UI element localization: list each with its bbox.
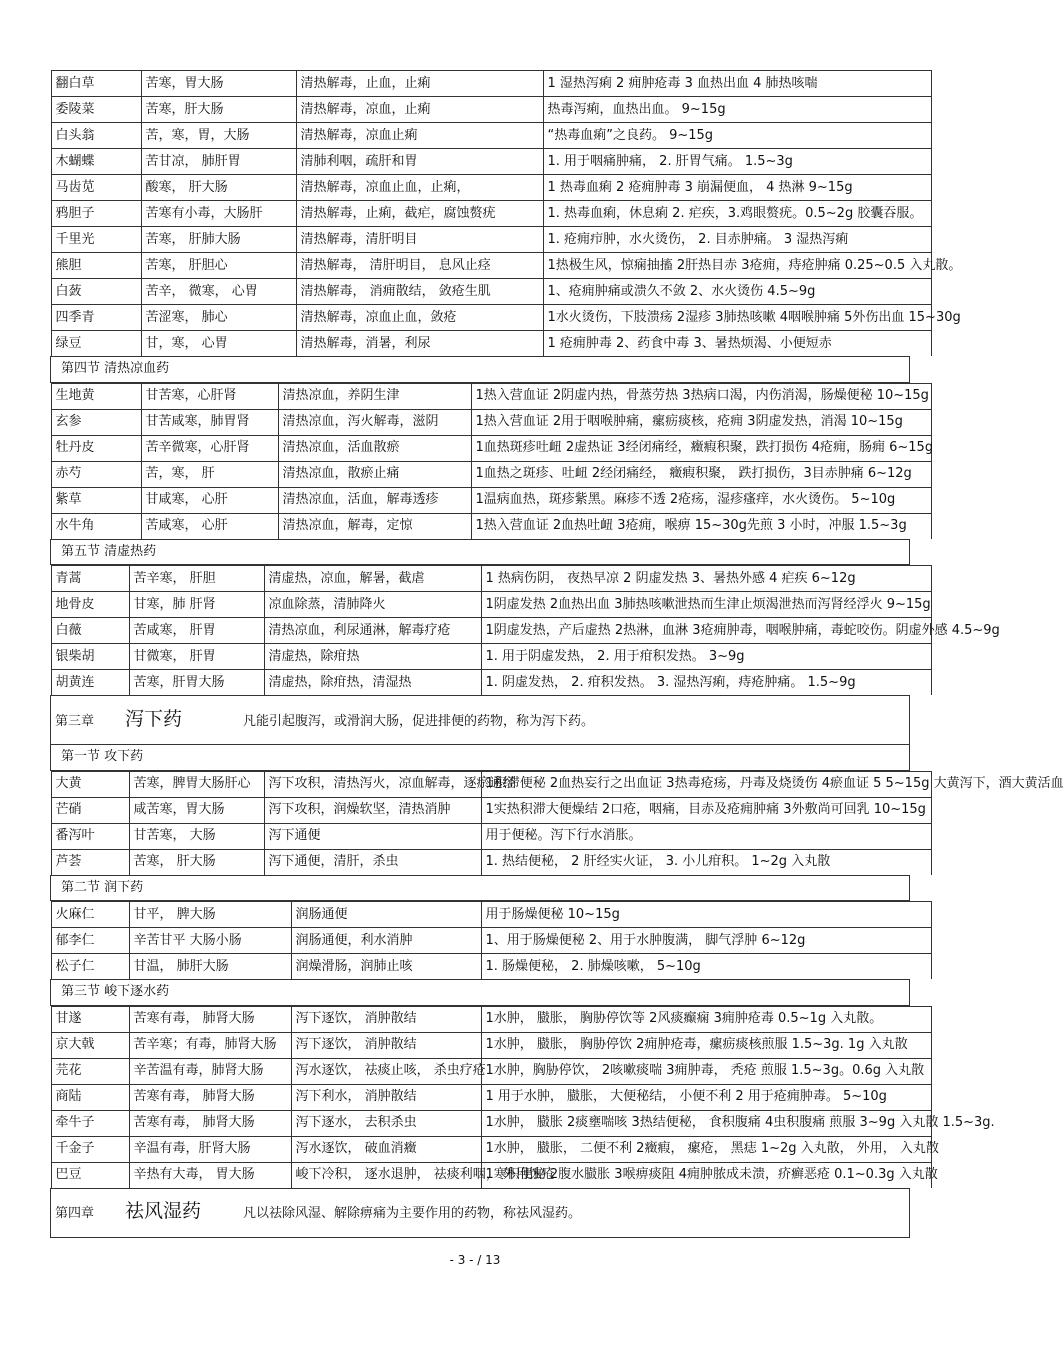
herb-indication: 1. 热毒血痢，休息痢 2. 疟疾，3.鸡眼赘疣。0.5~2g 胶囊吞服。 [543, 201, 931, 227]
herb-name: 熊胆 [51, 253, 141, 279]
herb-row-holder [51, 382, 929, 409]
herb-indication: 1水肿， 臌胀 2痰壅喘咳 3热结便秘， 食积腹痛 4虫积腹痛 煎服 3~9g 入丸散 1.5~3g. [481, 1110, 931, 1136]
herb-row-grid [51, 591, 932, 617]
herb-indication: 1实热积滞大便燥结 2口疮，咽痛，目赤及疮痈肿痛 3外敷尚可回乳 10~15g [481, 797, 931, 823]
herb-effect: 泻下逐饮， 消肿散结 [291, 1006, 481, 1032]
herb-row-holder [51, 591, 931, 617]
herb-indication: 1血热之斑疹、吐衄 2经闭痛经， 癥瘕积聚， 跌打损伤，3目赤肿痛 6~12g [471, 461, 931, 487]
herb-effect: 清热解毒，消暑，利尿 [296, 331, 543, 357]
herb-property: 苦咸寒， 肝胃 [129, 618, 264, 644]
herb-row-grid [51, 513, 932, 539]
herb-name: 银柴胡 [51, 644, 129, 670]
herb-indication: 用于肠燥便秘 10~15g [481, 902, 931, 928]
herb-name: 甘遂 [51, 1006, 129, 1032]
herb-row-grid [51, 435, 932, 461]
herb-property: 甘苦咸寒，肺胃肾 [141, 409, 278, 435]
herb-indication: 1 湿热泻痢 2 痈肿疮毒 3 血热出血 4 肺热咳喘 [543, 71, 931, 97]
herb-indication: 1. 疮痈疖肿，水火烫伤， 2. 目赤肿痛。 3 湿热泻痢 [543, 227, 931, 253]
herb-property: 苦寒有毒， 肺肾大肠 [129, 1110, 291, 1136]
herb-indication: 1水肿， 臌胀， 胸胁停饮等 2风痰癫痫 3痈肿疮毒 0.5~1g 入丸散。 [481, 1006, 931, 1032]
herb-indication: 1、疮痈肿痛或溃久不敛 2、水火烫伤 4.5~9g [543, 279, 931, 305]
herb-row-holder [51, 487, 910, 513]
document-page [50, 70, 1064, 1238]
herb-row-grid [51, 461, 932, 487]
herb-property: 辛苦温有毒，肺肾大肠 [129, 1058, 291, 1084]
herb-indication: 热毒泻痢，血热出血。 9~15g [543, 97, 931, 123]
herb-effect: 清热解毒，凉血，止痢 [296, 97, 543, 123]
herb-indication: 1温病血热，斑疹紫黑。麻疹不透 2疮疡，湿疹瘙痒，水火烫伤。 5~10g [471, 487, 931, 513]
herb-effect: 润燥滑肠，润肺止咳 [291, 954, 481, 980]
herb-row [51, 770, 910, 797]
herb-row-holder [51, 643, 910, 669]
herb-name: 鸦胆子 [51, 201, 141, 227]
herb-name: 胡黄连 [51, 670, 129, 696]
herb-row-grid [51, 849, 932, 875]
herb-effect: 清虚热，除疳热，清湿热 [264, 670, 481, 696]
chapter-heading [51, 696, 910, 745]
herb-name: 千里光 [51, 227, 141, 253]
herb-indication: 1热入营血证 2血热吐衄 3疮痈，喉痹 15~30g先煎 3 小时，冲服 1.5~3g [471, 513, 931, 539]
herb-row-holder [51, 1110, 995, 1136]
herb-property: 苦辛寒；有毒，肺肾大肠 [129, 1032, 291, 1058]
herb-indication: 1积滞便秘 2血热妄行之出血证 3热毒疮疡，丹毒及烧烫伤 4瘀血证 5 5~15g 大黄泻下，酒大黄活血 [481, 771, 931, 797]
herb-property: 苦寒，肝胃大肠 [129, 670, 264, 696]
section-row [51, 539, 910, 565]
herb-indication: 1 热病伤阴， 夜热早凉 2 阴虚发热 3、暑热外感 4 疟疾 6~12g [481, 566, 931, 592]
herb-effect: 清热解毒，止痢，截疟，腐蚀赘疣 [296, 201, 543, 227]
page-footer: - 3 - / 13 [449, 1253, 501, 1267]
herb-name: 翻白草 [51, 71, 141, 97]
herb-indication: 1. 用于咽痛肿痛， 2. 肝胃气痛。 1.5~3g [543, 149, 931, 175]
herb-row [51, 849, 910, 876]
herb-name: 火麻仁 [51, 902, 129, 928]
herb-effect: 泻下攻积，清热泻火，凉血解毒，逐瘀通经 [264, 771, 481, 797]
herb-row-holder [51, 461, 910, 487]
herb-row [51, 1110, 910, 1136]
herb-name: 芫花 [51, 1058, 129, 1084]
herb-name: 地骨皮 [51, 592, 129, 618]
herb-property: 咸苦寒，胃大肠 [129, 797, 264, 823]
herb-row-holder [51, 669, 910, 695]
section-row [51, 980, 910, 1006]
herb-row [51, 1162, 910, 1189]
herb-row-grid [51, 1162, 938, 1188]
herb-property: 苦寒，胃大肠 [141, 71, 296, 97]
herb-row [51, 591, 910, 617]
herb-row-grid [51, 70, 932, 96]
herb-row-grid [51, 1110, 995, 1136]
section-title: 第四节 清热凉血药 [51, 357, 910, 383]
herb-effect: 清热凉血，解毒，定惊 [278, 513, 471, 539]
chapter-title: 泻下药 [125, 707, 183, 730]
section-row [51, 357, 910, 383]
herb-row [51, 330, 910, 357]
herb-row-grid [51, 96, 932, 122]
section-row [51, 875, 910, 901]
herb-name: 委陵菜 [51, 97, 141, 123]
herb-row-holder [51, 226, 910, 252]
herb-property: 苦辛寒， 肝胆 [129, 566, 264, 592]
herb-indication: 1水肿，胸胁停饮， 2咳嗽痰喘 3痈肿毒， 秃疮 煎服 1.5~3g。0.6g 入丸散 [481, 1058, 931, 1084]
herb-property: 苦，寒， 肝 [141, 461, 278, 487]
chapter-row [51, 696, 910, 745]
herb-row [51, 70, 910, 96]
herb-row-grid [51, 226, 932, 252]
herb-indication: 1 热毒血痢 2 疮痈肿毒 3 崩漏便血， 4 热淋 9~15g [543, 175, 931, 201]
herb-name: 绿豆 [51, 331, 141, 357]
herb-effect: 清热凉血，散瘀止痛 [278, 461, 471, 487]
herb-property: 苦涩寒， 肺心 [141, 305, 296, 331]
herb-row-grid [51, 330, 932, 356]
herb-row-holder [51, 849, 910, 876]
herb-row [51, 1084, 910, 1110]
herb-effect: 清肺利咽，疏肝和胃 [296, 149, 543, 175]
herb-row [51, 435, 910, 461]
herb-row [51, 200, 910, 226]
herb-effect: 泻下通便 [264, 823, 481, 849]
herb-property: 甘，寒， 心胃 [141, 331, 296, 357]
herb-indication: 1 疮痈肿毒 2、药食中毒 3、暑热烦渴、小便短赤 [543, 331, 931, 357]
herb-row-grid [51, 565, 932, 591]
herb-name: 芒硝 [51, 797, 129, 823]
herb-row [51, 278, 910, 304]
herb-row [51, 174, 910, 200]
section-title: 第二节 润下药 [51, 875, 910, 901]
herb-property: 甘微寒， 肝胃 [129, 644, 264, 670]
herb-table [50, 695, 1064, 1238]
herb-row-grid [51, 953, 932, 979]
herb-name: 马齿苋 [51, 175, 141, 201]
herb-property: 甘咸寒， 心肝 [141, 487, 278, 513]
chapter-heading [51, 1188, 910, 1237]
herb-row-grid [51, 643, 932, 669]
herb-effect: 泻下通便，清肝，杀虫 [264, 849, 481, 875]
chapter-description: 凡能引起腹泻，或滑润大肠，促进排便的药物，称为泻下药。 [243, 713, 595, 729]
herb-effect: 润肠通便 [291, 902, 481, 928]
herb-row-grid [51, 383, 932, 409]
herb-name: 京大戟 [51, 1032, 129, 1058]
herb-row [51, 953, 910, 980]
herb-row-grid [51, 1058, 932, 1084]
herb-row-grid [51, 304, 961, 330]
herb-row-holder [51, 200, 923, 226]
herb-row [51, 96, 910, 122]
herb-name: 紫草 [51, 487, 141, 513]
herb-effect: 清热解毒， 清肝明目， 息风止痉 [296, 253, 543, 279]
herb-row-grid [51, 409, 932, 435]
herb-row [51, 1005, 910, 1032]
herb-row-grid [51, 617, 1000, 643]
herb-property: 苦寒有毒， 肺肾大肠 [129, 1084, 291, 1110]
herb-property: 甘苦寒，心肝肾 [141, 383, 278, 409]
herb-row-holder [51, 252, 962, 278]
herb-effect: 泻下攻积，润燥软坚，清热消肿 [264, 797, 481, 823]
herb-indication: 1热入营血证 2阴虚内热，骨蒸劳热 3热病口渴，内伤消渴，肠燥便秘 10~15g [471, 383, 931, 409]
herb-row [51, 382, 910, 409]
herb-row [51, 409, 910, 435]
herb-effect: 清热凉血，活血，解毒透疹 [278, 487, 471, 513]
herb-row-holder [51, 770, 1064, 797]
herb-indication: 1水火烫伤，下肢溃疡 2湿疹 3肺热咳嗽 4咽喉肿痛 5外伤出血 15~30g [543, 305, 931, 331]
herb-row-holder [51, 148, 910, 174]
herb-row-holder [51, 565, 910, 592]
herb-property: 辛苦甘平 大肠小肠 [129, 928, 291, 954]
herb-row-grid [51, 1032, 932, 1058]
herb-row [51, 1032, 910, 1058]
herb-name: 白头翁 [51, 123, 141, 149]
herb-indication: 1阴虚发热，产后虚热 2热淋，血淋 3疮痈肿毒，咽喉肿痛，毒蛇咬伤。阴虚外感 4.5~9g [481, 618, 931, 644]
herb-indication: 1. 热结便秘， 2 肝经实火证， 3. 小儿疳积。 1~2g 入丸散 [481, 849, 931, 875]
chapter-number: 第三章 [55, 713, 95, 729]
herb-row-holder [51, 1005, 910, 1032]
herb-table [50, 70, 1000, 695]
herb-row [51, 461, 910, 487]
herb-indication: 1. 用于阴虚发热， 2. 用于疳积发热。 3~9g [481, 644, 931, 670]
herb-name: 牵牛子 [51, 1110, 129, 1136]
herb-property: 苦寒， 肝肺大肠 [141, 227, 296, 253]
herb-effect: 凉血除蒸，清肺降火 [264, 592, 481, 618]
herb-row-holder [51, 1084, 910, 1110]
herb-effect: 清热凉血，养阴生津 [278, 383, 471, 409]
herb-row-grid [51, 669, 932, 695]
herb-property: 苦寒， 肝大肠 [129, 849, 264, 875]
herb-row [51, 823, 910, 849]
herb-row [51, 487, 910, 513]
herb-name: 生地黄 [51, 383, 141, 409]
herb-name: 松子仁 [51, 954, 129, 980]
herb-row-grid [51, 1136, 939, 1162]
herb-name: 番泻叶 [51, 823, 129, 849]
herb-row [51, 797, 910, 823]
herb-row-holder [51, 617, 1000, 643]
herb-row-grid [51, 1006, 932, 1032]
herb-indication: 1寒积便秘 2腹水臌胀 3喉痹痰阻 4痈肿脓成未溃，疥癣恶疮 0.1~0.3g 入丸散 [481, 1162, 931, 1188]
herb-row-holder [51, 901, 910, 928]
herb-row-holder [51, 1162, 938, 1189]
herb-row-holder [51, 330, 910, 357]
herb-property: 酸寒， 肝大肠 [141, 175, 296, 201]
herb-name: 木蝴蝶 [51, 149, 141, 175]
herb-row-grid [51, 252, 962, 278]
chapter-row [51, 1188, 910, 1237]
herb-effect: 泻水逐饮， 破血消癥 [291, 1136, 481, 1162]
herb-effect: 清热凉血，泻火解毒，滋阴 [278, 409, 471, 435]
herb-row-holder [51, 122, 910, 148]
herb-property: 苦寒，脾胃大肠肝心 [129, 771, 264, 797]
herb-indication: 1热极生风，惊痫抽搐 2肝热目赤 3疮痈，痔疮肿痛 0.25~0.5 入丸散。 [543, 253, 931, 279]
herb-row [51, 148, 910, 174]
herb-row-holder [51, 304, 961, 330]
herb-row [51, 565, 910, 592]
herb-indication: 1水肿， 臌胀， 二便不利 2癥瘕， 瘰疮， 黑痣 1~2g 入丸散， 外用， 入丸散 [481, 1136, 931, 1162]
herb-name: 四季青 [51, 305, 141, 331]
section-title: 第三节 峻下逐水药 [51, 980, 910, 1006]
herb-property: 苦甘凉， 肺肝胃 [141, 149, 296, 175]
herb-row [51, 226, 910, 252]
herb-name: 千金子 [51, 1136, 129, 1162]
herb-effect: 清热解毒，清肝明目 [296, 227, 543, 253]
herb-effect: 清热解毒，止血，止痢 [296, 71, 543, 97]
herb-property: 苦，寒，胃，大肠 [141, 123, 296, 149]
chapter-description: 凡以祛除风湿、解除痹痛为主要作用的药物，称祛风湿药。 [243, 1206, 582, 1221]
herb-row-holder [51, 1032, 910, 1058]
herb-row-holder [51, 927, 910, 953]
herb-row-holder [51, 1136, 939, 1162]
herb-effect: 峻下冷积， 逐水退肿， 祛痰利咽， 外用蚀疮 [291, 1162, 481, 1188]
herb-property: 苦寒，肝大肠 [141, 97, 296, 123]
herb-name: 赤芍 [51, 461, 141, 487]
herb-effect: 清热凉血，活血散瘀 [278, 435, 471, 461]
herb-row-grid [51, 771, 1064, 797]
herb-row [51, 669, 910, 695]
herb-property: 甘寒，肺 肝肾 [129, 592, 264, 618]
herb-indication: 1阴虚发热 2血热出血 3肺热咳嗽泄热而生津止烦渴泄热而泻肾经浮火 9~15g [481, 592, 931, 618]
herb-row-holder [51, 96, 910, 122]
herb-property: 苦咸寒， 心肝 [141, 513, 278, 539]
herb-effect: 泻水逐饮， 祛痰止咳， 杀虫疗疮 [291, 1058, 481, 1084]
herb-row-grid [51, 278, 932, 304]
herb-effect: 清热解毒，凉血止血，止痢， [296, 175, 543, 201]
herb-row-holder [51, 435, 934, 461]
herb-effect: 清虚热，除疳热 [264, 644, 481, 670]
chapter-title: 祛风湿药 [125, 1200, 202, 1222]
herb-name: 郁李仁 [51, 928, 129, 954]
herb-row-grid [51, 1084, 932, 1110]
herb-name: 巴豆 [51, 1162, 129, 1188]
herb-row [51, 304, 910, 330]
herb-effect: 清热凉血，利尿通淋，解毒疗疮 [264, 618, 481, 644]
herb-property: 甘苦寒， 大肠 [129, 823, 264, 849]
herb-indication: 1水肿， 臌胀， 胸胁停饮 2痈肿疮毒，瘰疬痰核煎服 1.5~3g. 1g 入丸散 [481, 1032, 931, 1058]
section-title: 第一节 攻下药 [51, 745, 910, 771]
herb-row-grid [51, 927, 932, 953]
herb-indication: 1. 肠燥便秘， 2. 肺燥咳嗽， 5~10g [481, 954, 931, 980]
herb-row-grid [51, 797, 932, 823]
herb-row-holder [51, 174, 910, 200]
herb-indication: 1 用于水肿， 臌胀， 大便秘结， 小便不利 2 用于疮痈肿毒。 5~10g [481, 1084, 931, 1110]
herb-indication: “热毒血痢”之良药。 9~15g [543, 123, 931, 149]
section-title: 第五节 清虚热药 [51, 539, 910, 565]
herb-row-holder [51, 70, 910, 96]
herb-indication: 1. 阴虚发热， 2. 疳积发热。 3. 湿热泻痢，痔疮肿痛。 1.5~9g [481, 670, 931, 696]
herb-property: 甘平， 脾大肠 [129, 902, 291, 928]
herb-name: 大黄 [51, 771, 129, 797]
herb-property: 苦辛微寒，心肝肾 [141, 435, 278, 461]
herb-property: 苦寒有毒， 肺肾大肠 [129, 1006, 291, 1032]
herb-indication: 用于便秘。泻下行水消胀。 [481, 823, 931, 849]
herb-row-grid [51, 174, 932, 200]
herb-row [51, 927, 910, 953]
herb-property: 辛热有大毒， 胃大肠 [129, 1162, 291, 1188]
herb-effect: 清热解毒，凉血止血，敛疮 [296, 305, 543, 331]
herb-effect: 清热解毒， 消痈散结， 敛疮生肌 [296, 279, 543, 305]
herb-effect: 清虚热，凉血，解暑，截虐 [264, 566, 481, 592]
herb-row-holder [51, 513, 910, 540]
herb-row [51, 617, 910, 643]
herb-effect: 泻下利水， 消肿散结 [291, 1084, 481, 1110]
herb-row-holder [51, 1058, 925, 1084]
herb-row-grid [51, 901, 932, 927]
herb-indication: 1血热斑疹吐衄 2虚热证 3经闭痛经，癥瘕积聚，跌打损伤 4疮痈，肠痈 6~15g [471, 435, 931, 461]
herb-effect: 清热解毒，凉血止痢 [296, 123, 543, 149]
herb-name: 水牛角 [51, 513, 141, 539]
herb-effect: 泻下逐水， 去积杀虫 [291, 1110, 481, 1136]
herb-row-holder [51, 823, 910, 849]
herb-name: 牡丹皮 [51, 435, 141, 461]
herb-row-grid [51, 823, 932, 849]
herb-row-grid [51, 487, 932, 513]
chapter-number: 第四章 [55, 1206, 95, 1221]
herb-row-holder [51, 278, 910, 304]
section-row [51, 745, 910, 771]
herb-indication: 1热入营血证 2用于咽喉肿痛，瘰疬痰核，疮痈 3阴虚发热，消渴 10~15g [471, 409, 931, 435]
herb-indication: 1、用于肠燥便秘 2、用于水肿腹满， 脚气浮肿 6~12g [481, 928, 931, 954]
herb-name: 芦荟 [51, 849, 129, 875]
herb-row [51, 1058, 910, 1084]
herb-row [51, 901, 910, 928]
herb-row [51, 122, 910, 148]
herb-row-holder [51, 797, 926, 823]
herb-name: 商陆 [51, 1084, 129, 1110]
herb-row [51, 1136, 910, 1162]
herb-name: 玄参 [51, 409, 141, 435]
herb-row [51, 252, 910, 278]
herb-effect: 润肠通便，利水消肿 [291, 928, 481, 954]
herb-property: 苦辛， 微寒， 心胃 [141, 279, 296, 305]
herb-row-grid [51, 122, 932, 148]
herb-property: 甘温， 肺肝大肠 [129, 954, 291, 980]
herb-effect: 泻下逐饮， 消肿散结 [291, 1032, 481, 1058]
herb-row [51, 513, 910, 540]
herb-row [51, 643, 910, 669]
herb-row-holder [51, 953, 910, 980]
herb-row-grid [51, 200, 932, 226]
herb-row-holder [51, 409, 910, 435]
herb-name: 白蔹 [51, 279, 141, 305]
herb-property: 辛温有毒，肝肾大肠 [129, 1136, 291, 1162]
herb-property: 苦寒， 肝胆心 [141, 253, 296, 279]
herb-name: 白薇 [51, 618, 129, 644]
herb-row-grid [51, 148, 932, 174]
herb-name: 青蒿 [51, 566, 129, 592]
herb-property: 苦寒有小毒，大肠肝 [141, 201, 296, 227]
